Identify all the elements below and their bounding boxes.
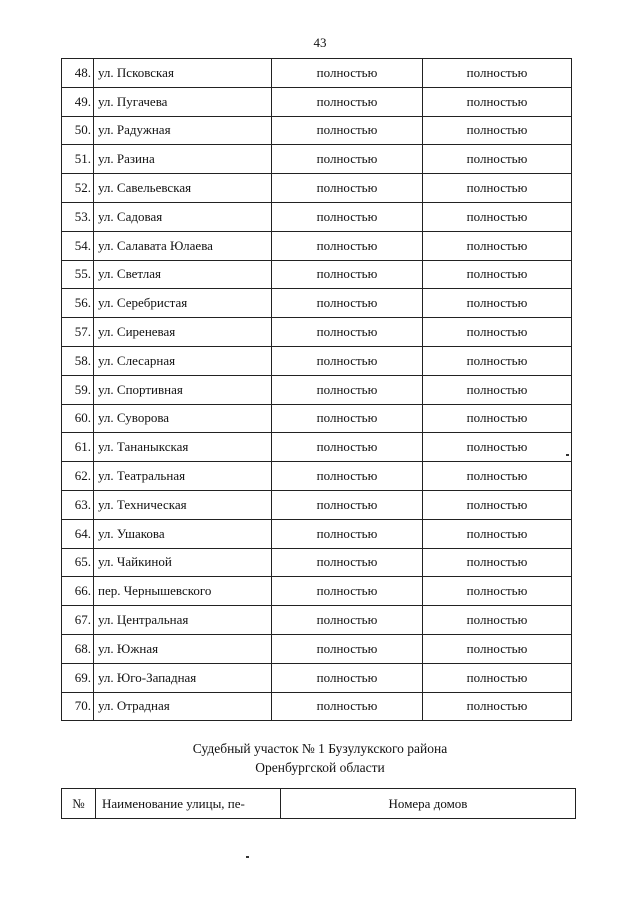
street-name-cell: ул. Разина: [94, 145, 272, 174]
scan-speck: [566, 454, 569, 456]
street-name-cell: ул. Ушакова: [94, 519, 272, 548]
coverage-cell-a: полностью: [272, 404, 423, 433]
row-number-cell: 61.: [62, 433, 94, 462]
coverage-cell-b: полностью: [423, 145, 572, 174]
coverage-cell-a: полностью: [272, 433, 423, 462]
coverage-cell-a: полностью: [272, 318, 423, 347]
street-name-cell: ул. Техническая: [94, 490, 272, 519]
table-row: [62, 548, 572, 577]
header-house-numbers-cell: Номера домов: [281, 789, 576, 819]
street-name-cell: ул. Тананыкская: [94, 433, 272, 462]
coverage-cell-b: полностью: [423, 519, 572, 548]
coverage-cell-b: полностью: [423, 202, 572, 231]
scan-speck: [246, 856, 249, 858]
coverage-cell-b: полностью: [423, 375, 572, 404]
coverage-cell-b: полностью: [423, 404, 572, 433]
coverage-cell-a: полностью: [272, 289, 423, 318]
coverage-cell-b: полностью: [423, 87, 572, 116]
coverage-cell-a: полностью: [272, 174, 423, 203]
row-number-cell: 51.: [62, 145, 94, 174]
table-row: [62, 606, 572, 635]
row-number-cell: 50.: [62, 116, 94, 145]
street-name-cell: ул. Радужная: [94, 116, 272, 145]
row-number-cell: 70.: [62, 692, 94, 721]
coverage-cell-a: полностью: [272, 202, 423, 231]
row-number-cell: 49.: [62, 87, 94, 116]
table-header-row: [62, 789, 576, 819]
table-row: [62, 289, 572, 318]
table-row: [62, 145, 572, 174]
table-row: [62, 202, 572, 231]
coverage-cell-a: полностью: [272, 346, 423, 375]
table-row: [62, 663, 572, 692]
street-name-cell: ул. Суворова: [94, 404, 272, 433]
coverage-cell-b: полностью: [423, 116, 572, 145]
row-number-cell: 56.: [62, 289, 94, 318]
row-number-cell: 48.: [62, 59, 94, 88]
header-street-name-cell: Наименование улицы, пе-: [96, 789, 281, 819]
street-name-cell: ул. Отрадная: [94, 692, 272, 721]
row-number-cell: 68.: [62, 634, 94, 663]
coverage-cell-b: полностью: [423, 663, 572, 692]
street-name-cell: ул. Салавата Юлаева: [94, 231, 272, 260]
coverage-cell-a: полностью: [272, 87, 423, 116]
coverage-cell-b: полностью: [423, 606, 572, 635]
coverage-cell-b: полностью: [423, 577, 572, 606]
coverage-cell-b: полностью: [423, 490, 572, 519]
coverage-cell-a: полностью: [272, 59, 423, 88]
table-row: [62, 231, 572, 260]
table-row: [62, 433, 572, 462]
row-number-cell: 60.: [62, 404, 94, 433]
streets-table: [61, 58, 572, 721]
table-row: [62, 404, 572, 433]
row-number-cell: 59.: [62, 375, 94, 404]
section-heading-line2: Оренбургской области: [255, 760, 385, 775]
row-number-cell: 57.: [62, 318, 94, 347]
table-row: [62, 375, 572, 404]
row-number-cell: 66.: [62, 577, 94, 606]
street-name-cell: ул. Пугачева: [94, 87, 272, 116]
street-name-cell: ул. Спортивная: [94, 375, 272, 404]
street-name-cell: ул. Чайкиной: [94, 548, 272, 577]
row-number-cell: 64.: [62, 519, 94, 548]
table-row: [62, 577, 572, 606]
row-number-cell: 65.: [62, 548, 94, 577]
streets-table-body: [62, 59, 572, 721]
coverage-cell-a: полностью: [272, 116, 423, 145]
table-row: [62, 174, 572, 203]
coverage-cell-a: полностью: [272, 634, 423, 663]
table-row: [62, 346, 572, 375]
header-number-cell: №: [62, 789, 96, 819]
coverage-cell-a: полностью: [272, 490, 423, 519]
coverage-cell-a: полностью: [272, 692, 423, 721]
coverage-cell-b: полностью: [423, 692, 572, 721]
table-row: [62, 260, 572, 289]
street-name-cell: ул. Савельевская: [94, 174, 272, 203]
row-number-cell: 54.: [62, 231, 94, 260]
row-number-cell: 52.: [62, 174, 94, 203]
street-name-cell: пер. Чернышевского: [94, 577, 272, 606]
coverage-cell-a: полностью: [272, 548, 423, 577]
coverage-cell-b: полностью: [423, 289, 572, 318]
coverage-cell-a: полностью: [272, 231, 423, 260]
street-name-cell: ул. Южная: [94, 634, 272, 663]
coverage-cell-b: полностью: [423, 174, 572, 203]
coverage-cell-b: полностью: [423, 346, 572, 375]
coverage-cell-b: полностью: [423, 634, 572, 663]
coverage-cell-b: полностью: [423, 318, 572, 347]
coverage-cell-a: полностью: [272, 519, 423, 548]
table-row: [62, 519, 572, 548]
coverage-cell-b: полностью: [423, 433, 572, 462]
row-number-cell: 58.: [62, 346, 94, 375]
table-row: [62, 692, 572, 721]
coverage-cell-a: полностью: [272, 375, 423, 404]
street-name-cell: ул. Садовая: [94, 202, 272, 231]
street-name-cell: ул. Слесарная: [94, 346, 272, 375]
table-row: [62, 318, 572, 347]
table-row: [62, 490, 572, 519]
row-number-cell: 67.: [62, 606, 94, 635]
table-row: [62, 462, 572, 491]
street-name-cell: ул. Театральная: [94, 462, 272, 491]
coverage-cell-b: полностью: [423, 260, 572, 289]
street-name-cell: ул. Серебристая: [94, 289, 272, 318]
table-row: [62, 634, 572, 663]
coverage-cell-b: полностью: [423, 462, 572, 491]
row-number-cell: 69.: [62, 663, 94, 692]
street-name-cell: ул. Псковская: [94, 59, 272, 88]
table-row: [62, 59, 572, 88]
row-number-cell: 63.: [62, 490, 94, 519]
street-name-cell: ул. Сиреневая: [94, 318, 272, 347]
section-heading-line1: Судебный участок № 1 Бузулукского района: [192, 741, 448, 756]
coverage-cell-a: полностью: [272, 260, 423, 289]
coverage-cell-a: полностью: [272, 663, 423, 692]
page-number: 43: [313, 35, 327, 50]
court-district-table: [61, 788, 576, 819]
row-number-cell: 55.: [62, 260, 94, 289]
street-name-cell: ул. Юго-Западная: [94, 663, 272, 692]
coverage-cell-a: полностью: [272, 462, 423, 491]
street-name-cell: ул. Центральная: [94, 606, 272, 635]
section-heading: [0, 739, 640, 777]
table-row: [62, 87, 572, 116]
coverage-cell-b: полностью: [423, 231, 572, 260]
row-number-cell: 53.: [62, 202, 94, 231]
row-number-cell: 62.: [62, 462, 94, 491]
coverage-cell-a: полностью: [272, 145, 423, 174]
coverage-cell-a: полностью: [272, 606, 423, 635]
coverage-cell-b: полностью: [423, 548, 572, 577]
coverage-cell-b: полностью: [423, 59, 572, 88]
street-name-cell: ул. Светлая: [94, 260, 272, 289]
table-row: [62, 116, 572, 145]
coverage-cell-a: полностью: [272, 577, 423, 606]
